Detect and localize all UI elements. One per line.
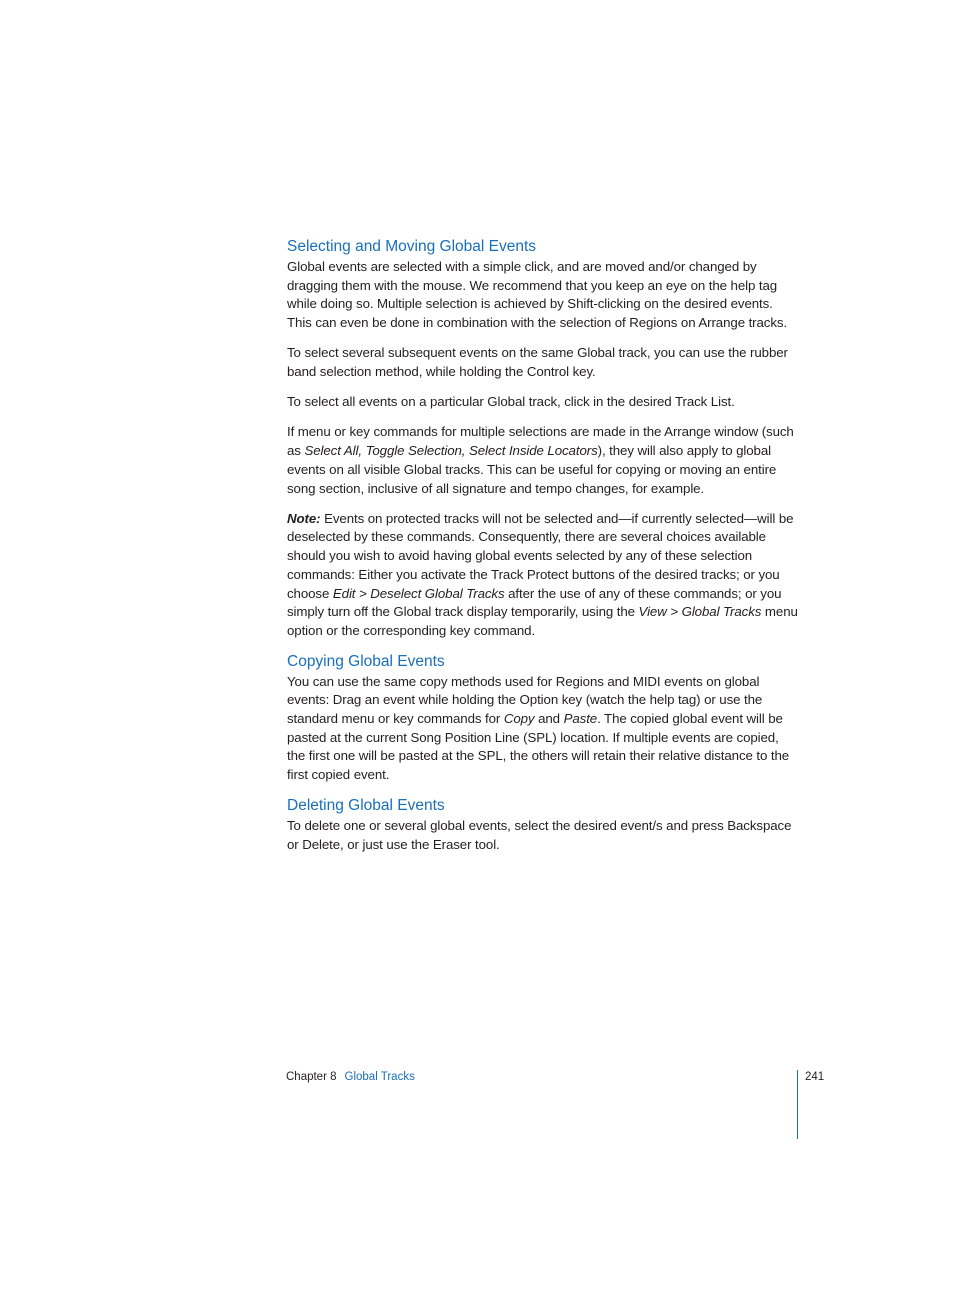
body-paragraph xyxy=(287,673,799,785)
section-heading: Selecting and Moving Global Events xyxy=(287,238,537,255)
italic-text: Select All, Toggle Selection, Select Inside Locators xyxy=(304,443,598,459)
body-paragraph xyxy=(287,423,799,498)
footer-chapter-name: Global Tracks xyxy=(344,1071,415,1083)
page-number: 241 xyxy=(805,1071,825,1083)
text-run: menu option or the corresponding key command. xyxy=(287,604,798,638)
italic-text: Paste xyxy=(563,711,598,727)
text-run: You can use the same copy methods used for Regions and MIDI events on global events: Drag an event while holding the Option key (watch the help tag) or use the standard menu or key commands for xyxy=(287,673,763,727)
text-run: If menu or key commands for multiple selections are made in the Arrange window (such as xyxy=(287,424,794,459)
page-footer xyxy=(286,1069,415,1085)
text-run: To delete one or several global events, select the desired event/s and press Backspace or Delete, or just use the Eraser tool. xyxy=(287,817,792,852)
footer-divider xyxy=(797,1070,798,1139)
text-run: Global events are selected with a simple click, and are moved and/or changed by dragging them with the mouse. We recommend that you keep an eye on the help tag while doing so. Multiple selection is achieved by Shift-clicking on the desired events. This can even be done in combination with the selection of Regions on Arrange tracks. xyxy=(287,259,788,331)
italic-text: Note: xyxy=(287,510,321,526)
body-paragraph xyxy=(287,817,799,854)
section xyxy=(287,651,799,785)
section-heading: Copying Global Events xyxy=(287,652,445,670)
italic-text: Copy xyxy=(503,711,535,727)
text-run: . The copied global event will be pasted at the current Song Position Line (SPL) location. If multiple events are copied, the first one will be pasted at the SPL, the others will retain their relative distance to the first copied event. xyxy=(287,711,790,783)
body-paragraph xyxy=(287,258,799,333)
footer-chapter: Chapter 8 xyxy=(286,1071,337,1083)
body-paragraph xyxy=(287,393,799,412)
page-content xyxy=(287,236,799,866)
body-paragraph xyxy=(287,510,799,641)
body-paragraph xyxy=(287,344,799,381)
text-run: and xyxy=(534,711,564,727)
text-run: Events on protected tracks will not be selected and—if currently selected—will be deselected by these commands. Consequently, there are several choices available should you wish to avoid having global events selected by any of these selection commands: Either you activate the Track Protect buttons of the desired tracks; or you choose xyxy=(287,510,794,601)
text-run: To select all events on a particular Global track, click in the desired Track List. xyxy=(287,394,735,410)
section-heading: Deleting Global Events xyxy=(287,796,445,814)
italic-text: Edit > Deselect Global Tracks xyxy=(332,585,505,601)
text-run: ), they will also apply to global events on all visible Global tracks. This can be useful for copying or moving an entire song section, inclusive of all signature and tempo changes, for example. xyxy=(287,443,777,496)
section xyxy=(287,236,799,641)
text-run: To select several subsequent events on the same Global track, you can use the rubber band selection method, while holding the Control key. xyxy=(287,345,788,380)
italic-text: View > Global Tracks xyxy=(638,604,762,620)
section xyxy=(287,795,799,854)
text-run: after the use of any of these commands; or you simply turn off the Global track display temporarily, using the xyxy=(287,585,782,620)
